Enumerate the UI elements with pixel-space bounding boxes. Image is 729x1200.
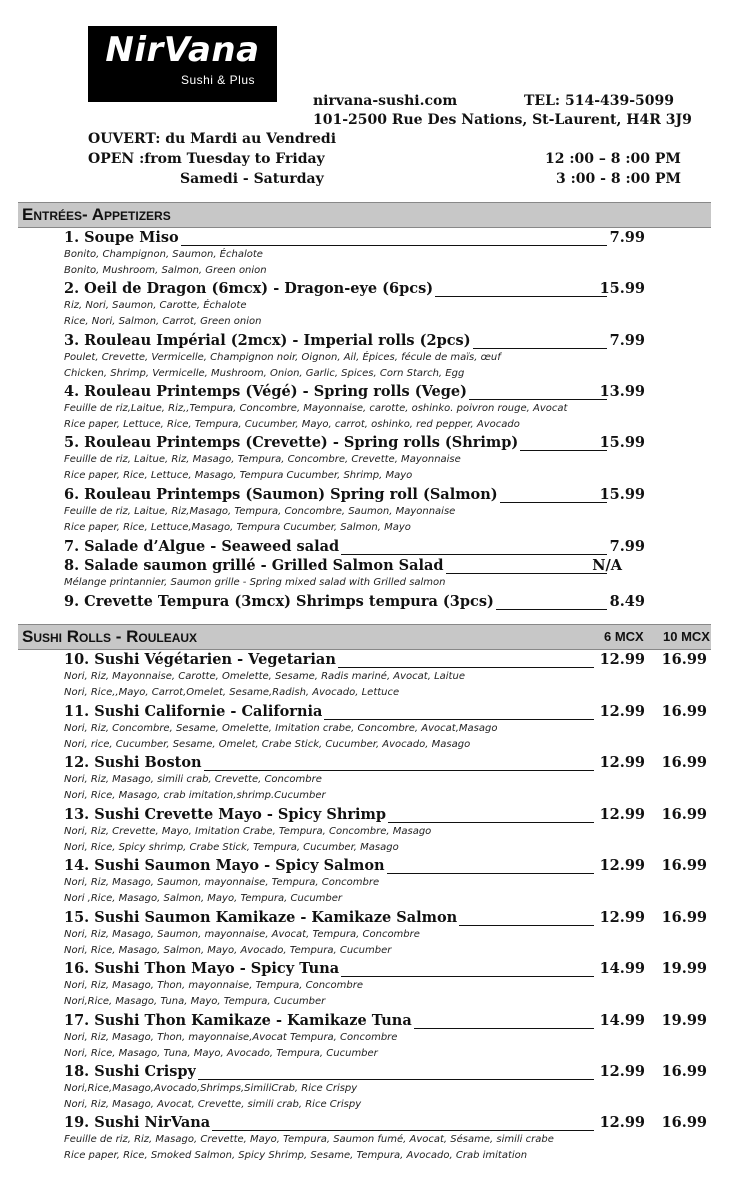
price-10pcs: 16.99 [661,909,707,926]
price-10pcs: 16.99 [661,806,707,823]
item-description: Bonito, Mushroom, Salmon, Green onion [64,265,267,276]
website: nirvana-sushi.com [313,93,458,109]
item-description: Nori, Riz, Crevette, Mayo, Imitation Crabe, Tempura, Concombre, Masago [64,826,432,837]
menu-item-name: 14. Sushi Saumon Mayo - Spicy Salmon [64,857,385,874]
column-header-6pcs: 6 MCX [604,629,644,644]
price-6pcs: 12.99 [599,909,645,926]
item-description: Bonito, Champignon, Saumon, Échalote [64,249,263,260]
menu-item-name: 4. Rouleau Printemps (Végé) - Spring rolls (Vege) [64,383,467,400]
price: 15.99 [599,434,645,451]
menu-item-name: 15. Sushi Saumon Kamikaze - Kamikaze Salmon [64,909,458,926]
price-6pcs: 14.99 [599,1012,645,1029]
dotted-leader [204,770,594,771]
price-6pcs: 12.99 [599,1063,645,1080]
price: 15.99 [599,486,645,503]
price-6pcs: 12.99 [599,754,645,771]
menu-item-name: 9. Crevette Tempura (3mcx) Shrimps tempura (3pcs) [64,593,494,610]
item-description: Nori, Riz, Masago, Avocat, Crevette, simili crab, Rice Crispy [64,1099,362,1110]
dotted-leader [341,554,607,555]
item-description: Feuille de riz, Laitue, Riz,Masago, Tempura, Concombre, Saumon, Mayonnaise [64,506,456,517]
item-description: Nori,Rice,Masago,Avocado,Shrimps,SimiliCrab, Rice Crispy [64,1083,358,1094]
price: 15.99 [599,280,645,297]
item-description: Rice, Nori, Salmon, Carrot, Green onion [64,316,262,327]
price-10pcs: 19.99 [661,1012,707,1029]
item-description: Nori, Riz, Concombre, Sesame, Omelette, Imitation crabe, Concombre, Avocat,Masago [64,723,498,734]
item-description: Nori, Riz, Mayonnaise, Carotte, Omelette, Sesame, Radis mariné, Avocat, Laitue [64,671,465,682]
item-description: Nori, Rice,,Mayo, Carrot,Omelet, Sesame,Radish, Avocado, Lettuce [64,687,400,698]
dotted-leader [212,1130,594,1131]
menu-item-name: 13. Sushi Crevette Mayo - Spicy Shrimp [64,806,386,823]
restaurant-logo [88,26,277,102]
item-description: Feuille de riz, Riz, Masago, Crevette, Mayo, Tempura, Saumon fumé, Avocat, Sésame, simili crabe [64,1134,554,1145]
menu-item-name: 10. Sushi Végétarien - Vegetarian [64,651,336,668]
column-header-10pcs: 10 MCX [663,629,710,644]
price: N/A [592,557,622,574]
dotted-leader [388,822,594,823]
price-6pcs: 12.99 [599,651,645,668]
item-description: Nori, Rice, Spicy shrimp, Crabe Stick, Tempura, Cucumber, Masago [64,842,399,853]
dotted-leader [414,1028,594,1029]
menu-item-name: 2. Oeil de Dragon (6mcx) - Dragon-eye (6pcs) [64,280,434,297]
dotted-leader [338,667,594,668]
item-description: Nori, Riz, Masago, simili crab, Crevette, Concombre [64,774,322,785]
logo-subtitle: Sushi & Plus [180,73,255,87]
price: 13.99 [599,383,645,400]
item-description: Nori,Rice, Masago, Tuna, Mayo, Tempura, Cucumber [64,996,326,1007]
saturday-hours: 3 :00 - 8 :00 PM [556,171,681,187]
price-10pcs: 16.99 [661,1114,707,1131]
price-6pcs: 12.99 [599,1114,645,1131]
price: 7.99 [609,229,645,246]
menu-item-name: 17. Sushi Thon Kamikaze - Kamikaze Tuna [64,1012,412,1029]
address: 101-2500 Rue Des Nations, St-Laurent, H4R 3J9 [313,112,692,128]
price: 8.49 [609,593,645,610]
section-title: Entrées- Appetizers [22,205,171,224]
logo-name: NirVana [105,30,260,70]
menu-item-name: 18. Sushi Crispy [64,1063,196,1080]
price-10pcs: 16.99 [661,651,707,668]
item-description: Chicken, Shrimp, Vermicelle, Mushroom, Onion, Garlic, Spices, Corn Starch, Egg [64,368,465,379]
dotted-leader [387,873,594,874]
menu-item-name: 5. Rouleau Printemps (Crevette) - Spring rolls (Shrimp) [64,434,519,451]
dotted-leader [473,348,607,349]
section-title: Sushi Rolls - Rouleaux [22,627,198,646]
menu-item-name: 7. Salade d’Algue - Seaweed salad [64,538,340,555]
dotted-leader [181,245,607,246]
dotted-leader [469,399,607,400]
item-description: Rice paper, Lettuce, Rice, Tempura, Cucumber, Mayo, carrot, oshinko, red pepper, Avocado [64,419,520,430]
price-6pcs: 14.99 [599,960,645,977]
dotted-leader [324,719,594,720]
item-description: Nori ,Rice, Masago, Salmon, Mayo, Tempura, Cucumber [64,893,343,904]
price-10pcs: 16.99 [661,1063,707,1080]
menu-item-name: 3. Rouleau Impérial (2mcx) - Imperial rolls (2pcs) [64,332,471,349]
dotted-leader [435,296,607,297]
menu-item-name: 16. Sushi Thon Mayo - Spicy Tuna [64,960,340,977]
menu-item-name: 1. Soupe Miso [64,229,179,246]
item-description: Nori, Riz, Masago, Thon, mayonnaise,Avocat Tempura, Concombre [64,1032,398,1043]
telephone: TEL: 514-439-5099 [524,93,675,109]
price-10pcs: 19.99 [661,960,707,977]
open-days-en: OPEN :from Tuesday to Friday [88,151,325,167]
item-description: Nori, Riz, Masago, Saumon, mayonnaise, Avocat, Tempura, Concombre [64,929,420,940]
item-description: Nori, Riz, Masago, Thon, mayonnaise, Tempura, Concombre [64,980,364,991]
dotted-leader [459,925,594,926]
price-6pcs: 12.99 [599,806,645,823]
price-10pcs: 16.99 [661,857,707,874]
item-description: Rice paper, Rice, Lettuce, Masago, Tempura Cucumber, Shrimp, Mayo [64,470,413,481]
item-description: Riz, Nori, Saumon, Carotte, Échalote [64,300,247,311]
item-description: Nori, Rice, Masago, Tuna, Mayo, Avocado, Tempura, Cucumber [64,1048,378,1059]
saturday-label: Samedi - Saturday [180,171,324,187]
item-description: Mélange printannier, Saumon grille - Spring mixed salad with Grilled salmon [64,577,446,588]
price-6pcs: 12.99 [599,703,645,720]
dotted-leader [198,1079,594,1080]
item-description: Poulet, Crevette, Vermicelle, Champignon noir, Oignon, Ail, Épices, fécule de maïs, œuf [64,352,501,363]
menu-item-name: 6. Rouleau Printemps (Saumon) Spring roll (Salmon) [64,486,498,503]
menu-item-name: 8. Salade saumon grillé - Grilled Salmon Salad [64,557,444,574]
menu-item-name: 11. Sushi Californie - California [64,703,323,720]
price: 7.99 [609,538,645,555]
menu-item-name: 12. Sushi Boston [64,754,202,771]
menu-item-name: 19. Sushi NirVana [64,1114,211,1131]
item-description: Nori, Rice, Masago, crab imitation,shrimp.Cucumber [64,790,326,801]
item-description: Nori, Rice, Masago, Salmon, Mayo, Avocado, Tempura, Cucumber [64,945,392,956]
dotted-leader [341,976,594,977]
weekday-hours: 12 :00 – 8 :00 PM [545,151,681,167]
open-days-fr: OUVERT: du Mardi au Vendredi [88,131,337,147]
price-6pcs: 12.99 [599,857,645,874]
sushi-rolls-section-header [18,624,711,650]
item-description: Rice paper, Rice, Smoked Salmon, Spicy Shrimp, Sesame, Tempura, Avocado, Crab imitation [64,1150,528,1161]
item-description: Nori, rice, Cucumber, Sesame, Omelet, Crabe Stick, Cucumber, Avocado, Masago [64,739,471,750]
price-10pcs: 16.99 [661,754,707,771]
price: 7.99 [609,332,645,349]
item-description: Feuille de riz,Laitue, Riz,,Tempura, Concombre, Mayonnaise, carotte, oshinko. poivron rouge, Avocat [64,403,568,414]
price-10pcs: 16.99 [661,703,707,720]
item-description: Rice paper, Rice, Lettuce,Masago, Tempura Cucumber, Salmon, Mayo [64,522,411,533]
item-description: Feuille de riz, Laitue, Riz, Masago, Tempura, Concombre, Crevette, Mayonnaise [64,454,461,465]
appetizers-section-header [18,202,711,228]
item-description: Nori, Riz, Masago, Saumon, mayonnaise, Tempura, Concombre [64,877,380,888]
